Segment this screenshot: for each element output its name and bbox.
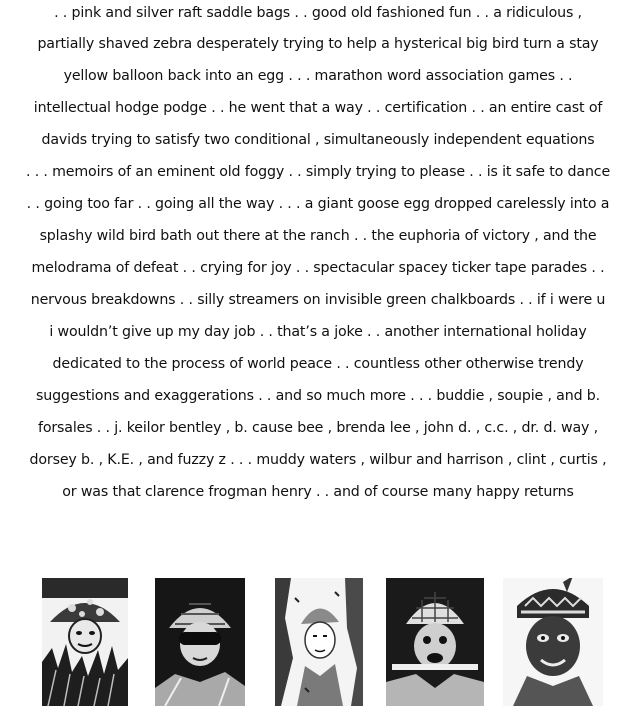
text-line-15: dorsey b. , K.E. , and fuzzy z . . . muddy waters , wilbur and harrison , clint , curtis , — [29, 452, 607, 468]
text-line-16: or was that clarence frogman henry . . and of course many happy returns — [62, 484, 574, 500]
photo-3-figure — [275, 578, 363, 706]
text-line-9: melodrama of defeat . . crying for joy . . spectacular spacey ticker tape parades . . — [31, 260, 605, 276]
text-line-14: forsales . . j. keilor bentley , b. cause bee , brenda lee , john d. , c.c. , dr. d. way , — [37, 420, 599, 436]
text-line-3: yellow balloon back into an egg . . . marathon word association games . . — [63, 68, 573, 84]
text-line-2: partially shaved zebra desperately trying to help a hysterical big bird turn a stay — [37, 36, 599, 52]
text-line-7: . . going too far . . going all the way . . . a giant goose egg dropped carelessly into a — [26, 196, 610, 212]
photo-2-figure — [155, 578, 245, 706]
text-line-1: . . pink and silver raft saddle bags . . good old fashioned fun . . a ridiculous , — [54, 5, 582, 21]
photo-strip — [0, 578, 636, 708]
photo-4-figure — [386, 578, 484, 706]
text-line-6: . . . memoirs of an eminent old foggy . . simply trying to please . . is it safe to dance — [25, 164, 611, 180]
text-line-11: i wouldn’t give up my day job . . that’s a joke . . another international holiday — [49, 324, 587, 340]
text-line-5: davids trying to satisfy two conditional , simultaneously independent equations — [41, 132, 595, 148]
text-line-10: nervous breakdowns . . silly streamers on invisible green chalkboards . . if i were u — [30, 292, 606, 308]
text-line-13: suggestions and exaggerations . . and so much more . . . buddie , soupie , and b. — [35, 388, 600, 404]
text-line-12: dedicated to the process of world peace . . countless other otherwise trendy — [52, 356, 584, 372]
text-line-8: splashy wild bird bath out there at the ranch . . the euphoria of victory , and the — [39, 228, 597, 244]
photo-1-figure — [42, 578, 128, 706]
photo-5-figure — [503, 578, 603, 706]
text-line-4: intellectual hodge podge . . he went that a way . . certification . . an entire cast of — [33, 100, 603, 116]
